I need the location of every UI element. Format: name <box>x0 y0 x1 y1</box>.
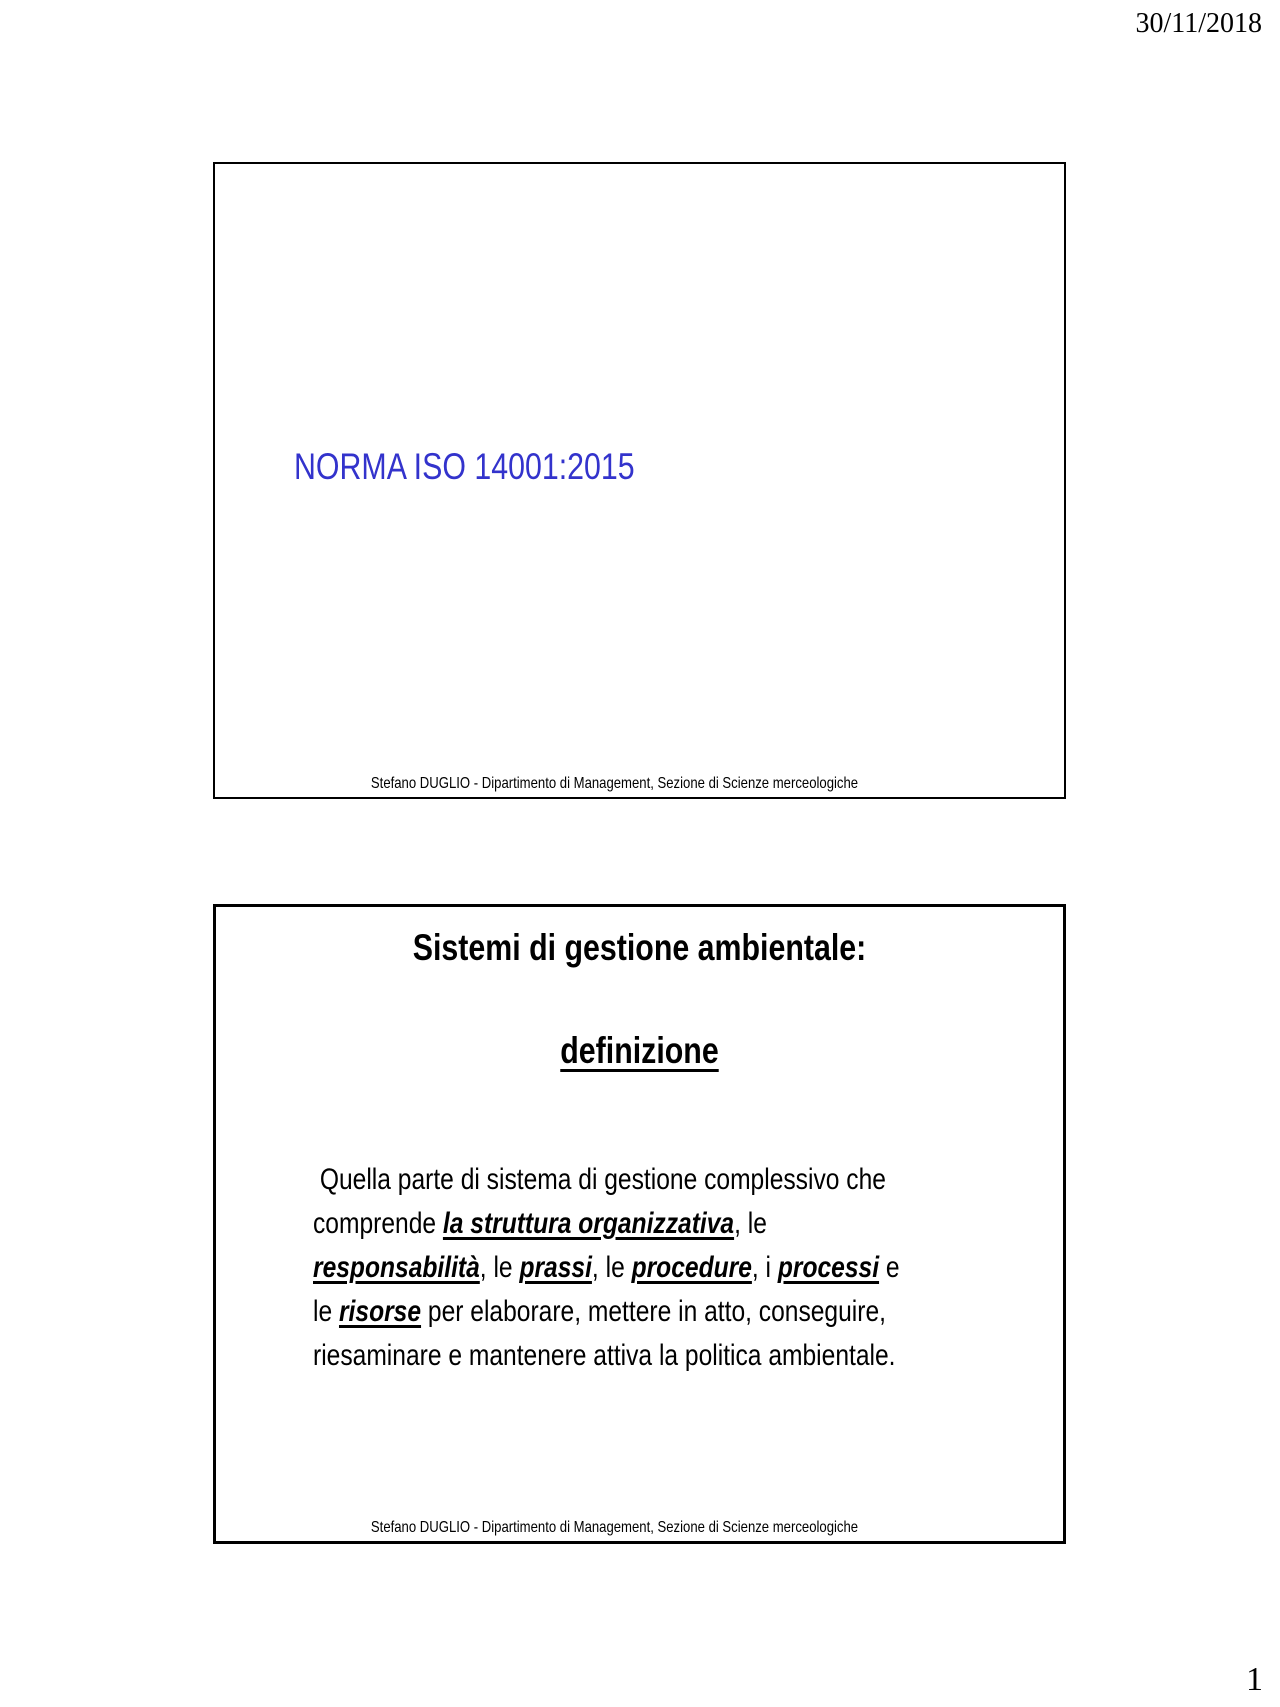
body-text: e le <box>313 1251 907 1328</box>
slide2-subtitle-text: definizione <box>560 1030 719 1071</box>
page-number: 1 <box>1246 1661 1263 1698</box>
slide-2-frame <box>213 904 1066 1544</box>
emphasized-term: processi <box>777 1251 880 1284</box>
page-date: 30/11/2018 <box>1135 8 1262 39</box>
slide2-subtitle <box>292 1030 987 1072</box>
emphasized-term: prassi <box>519 1251 592 1284</box>
slide2-title: Sistemi di gestione ambientale: <box>412 927 867 968</box>
slide1-title: NORMA ISO 14001:2015 <box>294 446 635 487</box>
body-text: , i <box>751 1251 778 1284</box>
emphasized-term: risorse <box>338 1295 422 1328</box>
emphasized-term: responsabilità <box>313 1251 480 1284</box>
body-text: , le <box>479 1251 520 1284</box>
emphasized-term: la struttura organizzativa <box>442 1207 735 1240</box>
emphasized-term: procedure <box>631 1251 752 1284</box>
body-text: per elaborare, mettere in atto, conseguire, riesaminare e mantenere attiva la politica ambientale. <box>313 1295 896 1372</box>
slide2-body-paragraph <box>313 1158 916 1378</box>
slide-1-frame <box>213 162 1066 799</box>
body-text: Quella parte di sistema di gestione complessivo che comprende <box>313 1163 893 1240</box>
slide2-footer: Stefano DUGLIO - Dipartimento di Management, Sezione di Scienze merceologiche <box>370 1519 859 1536</box>
body-text: , le <box>734 1207 774 1240</box>
slide1-footer: Stefano DUGLIO - Dipartimento di Management, Sezione di Scienze merceologiche <box>370 775 859 792</box>
body-text: , le <box>591 1251 632 1284</box>
